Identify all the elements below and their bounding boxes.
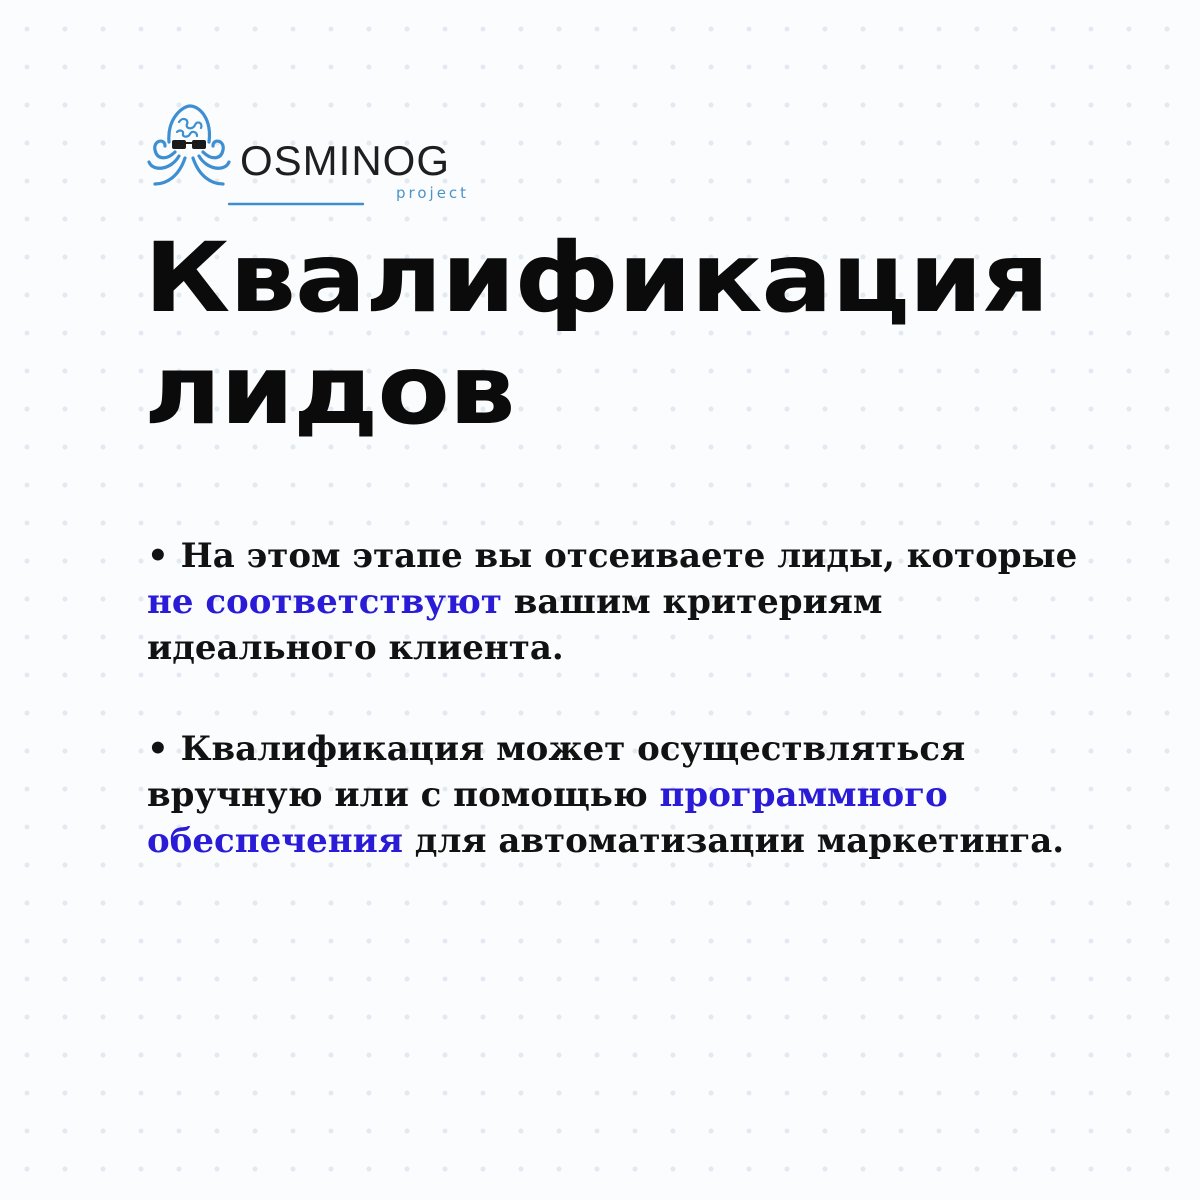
brand-name: OSMINOG	[240, 137, 451, 184]
bullet-marker: •	[147, 536, 169, 576]
bullet-item-1	[147, 533, 1107, 671]
bullet-text: для автоматизации маркетинга.	[402, 821, 1065, 861]
title-line-2: лидов	[144, 334, 515, 446]
bullet-text: Квалификация может осуществляться вручную или с помощью	[147, 729, 966, 815]
bullet-highlight: программного обеспечения	[147, 775, 948, 861]
bullet-text: вашим критериям идеального клиента.	[147, 582, 883, 668]
page-title	[144, 222, 1048, 446]
bullet-item-2	[147, 726, 1107, 864]
title-line-1: Квалификация	[144, 222, 1049, 334]
bullet-highlight: не соответствуют	[147, 582, 502, 622]
brand-subtitle: project	[396, 184, 470, 202]
bullet-text: На этом этапе вы отсеиваете лиды, которые	[168, 536, 1078, 576]
osminog-logo	[145, 100, 475, 210]
bullet-marker: •	[147, 729, 169, 769]
